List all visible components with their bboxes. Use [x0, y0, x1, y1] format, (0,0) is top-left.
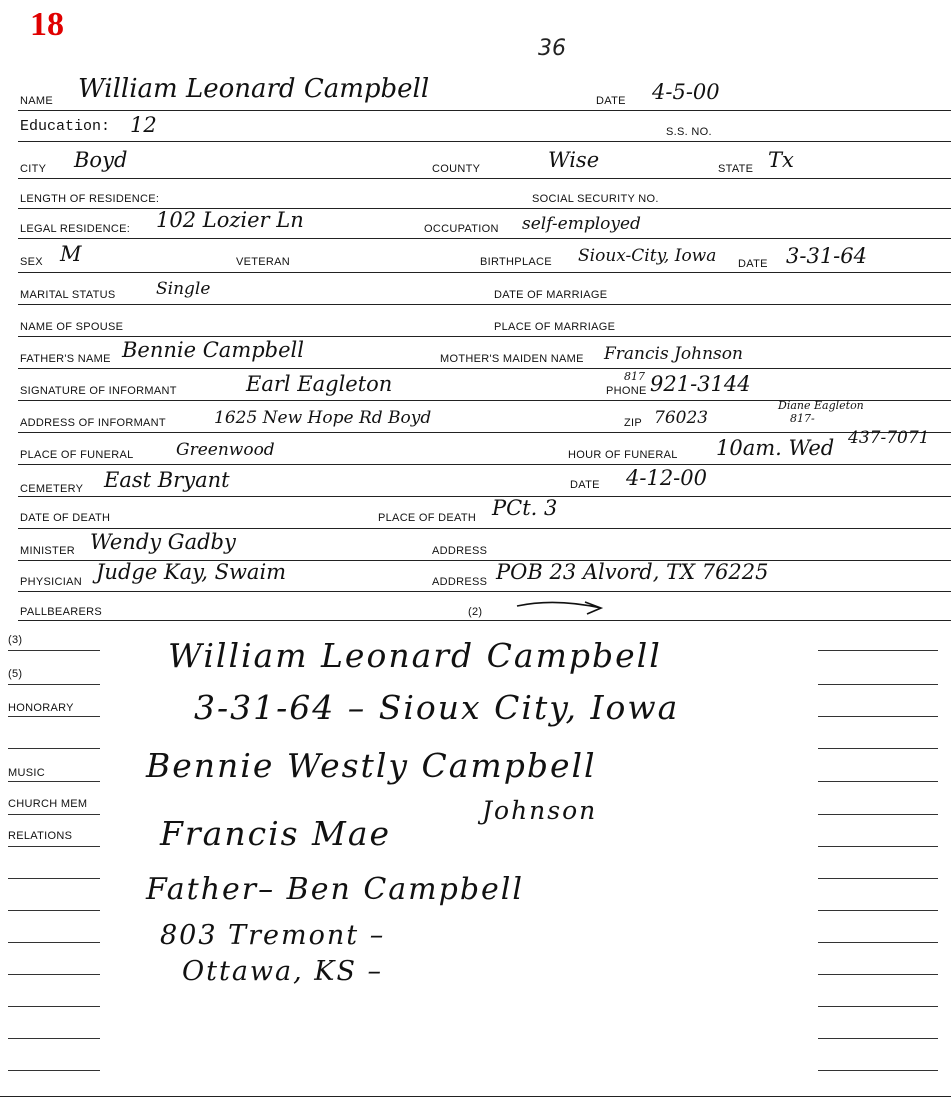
stub-blank-1 [8, 748, 100, 749]
label-fathers-name: FATHER'S NAME [20, 353, 111, 365]
note-mother-full: Francis Mae [160, 814, 392, 853]
label-name: NAME [20, 95, 53, 107]
stub-right-9 [818, 910, 938, 911]
value-education: 12 [130, 113, 157, 137]
label-minister: MINISTER [20, 545, 75, 557]
stub-right-8 [818, 878, 938, 879]
label-birth-date: DATE [738, 258, 768, 270]
value-signature-informant: Earl Eagleton [246, 372, 393, 396]
label-date: DATE [596, 95, 626, 107]
value-phone: 921-3144 [650, 372, 751, 396]
line-marital-status [18, 304, 951, 305]
note-phone-2: 437-7071 [848, 428, 930, 448]
stub-5 [8, 684, 100, 685]
note-city: Ottawa, KS – [182, 956, 384, 987]
label-church-members: CHURCH MEM [8, 798, 88, 810]
stub-church [8, 814, 100, 815]
value-fathers-name: Bennie Campbell [122, 338, 304, 362]
label-sex: SEX [20, 256, 43, 268]
value-name: William Leonard Campbell [78, 74, 430, 104]
label-place-of-funeral: PLACE OF FUNERAL [20, 449, 134, 461]
stub-right-2 [818, 684, 938, 685]
label-physician-address: ADDRESS [432, 576, 488, 588]
label-funeral-date: DATE [570, 479, 600, 491]
note-birth: 3-31-64 – Sioux City, Iowa [194, 688, 680, 727]
value-state: Tx [768, 148, 794, 172]
value-zip: 76023 [654, 408, 709, 428]
line-cemetery [18, 496, 951, 497]
value-birth-date: 3-31-64 [786, 244, 867, 268]
label-address-informant: ADDRESS OF INFORMANT [20, 417, 166, 429]
value-cemetery: East Bryant [104, 468, 230, 492]
value-marital-status: Single [156, 279, 211, 299]
stub-relations [8, 846, 100, 847]
line-legal-residence [18, 238, 951, 239]
stub-right-13 [818, 1038, 938, 1039]
value-minister: Wendy Gadby [90, 530, 236, 554]
label-music: MUSIC [8, 767, 45, 779]
value-birthplace: Sioux-City, Iowa [578, 246, 717, 266]
label-signature-informant: SIGNATURE OF INFORMANT [20, 385, 177, 397]
note-father-full: Bennie Westly Campbell [146, 746, 597, 785]
note-street: 803 Tremont – [160, 920, 386, 951]
stub-right-4 [818, 748, 938, 749]
label-name-of-spouse: NAME OF SPOUSE [20, 321, 124, 333]
label-cemetery: CEMETERY [20, 483, 84, 495]
stub-honorary [8, 716, 100, 717]
stub-left-f [8, 1038, 100, 1039]
stub-left-c [8, 942, 100, 943]
label-phone: PHONE [606, 385, 647, 397]
stub-left-b [8, 910, 100, 911]
label-minister-address: ADDRESS [432, 545, 488, 557]
label-occupation: OCCUPATION [424, 223, 499, 235]
stub-right-7 [818, 846, 938, 847]
stub-3 [8, 650, 100, 651]
label-hour-of-funeral: HOUR OF FUNERAL [568, 449, 678, 461]
value-legal-residence: 102 Lozier Ln [156, 208, 304, 232]
label-social-security: SOCIAL SECURITY NO. [532, 193, 659, 205]
value-place-of-death: PCt. 3 [492, 496, 558, 520]
stub-right-1 [818, 650, 938, 651]
label-pallbearers: PALLBEARERS [20, 606, 102, 618]
stub-right-12 [818, 1006, 938, 1007]
stub-left-g [8, 1070, 100, 1071]
value-mothers-maiden-name: Francis Johnson [604, 344, 743, 364]
note-full-name: William Leonard Campbell [168, 636, 662, 675]
page-mark: 36 [538, 36, 566, 61]
label-education: Education: [20, 118, 111, 135]
value-hour-of-funeral: 10am. Wed [716, 436, 835, 460]
line-place-of-funeral [18, 464, 951, 465]
label-physician: PHYSICIAN [20, 576, 82, 588]
value-phone-area: 817 [624, 370, 645, 383]
stub-left-e [8, 1006, 100, 1007]
stub-right-3 [818, 716, 938, 717]
page-number: 18 [30, 6, 64, 43]
arrow-mark [515, 598, 605, 618]
stub-right-11 [818, 974, 938, 975]
label-city: CITY [20, 163, 47, 175]
line-address-informant [18, 432, 951, 433]
line-city [18, 178, 951, 179]
value-occupation: self-employed [522, 214, 641, 234]
stub-right-10 [818, 942, 938, 943]
label-pallbearer-5: (5) [8, 668, 23, 680]
value-date: 4-5-00 [652, 80, 720, 104]
stub-left-a [8, 878, 100, 879]
label-date-of-death: DATE OF DEATH [20, 512, 111, 524]
line-name-of-spouse [18, 336, 951, 337]
line-bottom [0, 1096, 951, 1097]
label-mothers-maiden-name: MOTHER'S MAIDEN NAME [440, 353, 584, 365]
label-relations: RELATIONS [8, 830, 73, 842]
value-address-informant: 1625 New Hope Rd Boyd [214, 408, 432, 428]
label-county: COUNTY [432, 163, 481, 175]
stub-right-6 [818, 814, 938, 815]
label-honorary: HONORARY [8, 702, 74, 714]
stub-music [8, 781, 100, 782]
label-pallbearer-2: (2) [468, 606, 483, 618]
stub-right-14 [818, 1070, 938, 1071]
line-pallbearers [18, 620, 951, 621]
note-name: Diane Eagleton [778, 399, 864, 412]
value-city: Boyd [74, 148, 128, 172]
value-sex: M [60, 242, 82, 266]
label-place-of-death: PLACE OF DEATH [378, 512, 477, 524]
value-funeral-date: 4-12-00 [626, 466, 707, 490]
label-state: STATE [718, 163, 754, 175]
line-education [18, 141, 951, 142]
label-legal-residence: LEGAL RESIDENCE: [20, 223, 131, 235]
value-place-of-funeral: Greenwood [176, 440, 275, 460]
label-birthplace: BIRTHPLACE [480, 256, 552, 268]
value-physician-address: POB 23 Alvord, TX 76225 [496, 560, 769, 584]
label-zip: ZIP [624, 417, 643, 429]
note-phone: 817- [790, 412, 815, 425]
label-marital-status: MARITAL STATUS [20, 289, 116, 301]
line-date-of-death [18, 528, 951, 529]
label-veteran: VETERAN [236, 256, 291, 268]
label-ssno: S.S. NO. [666, 126, 712, 138]
label-place-of-marriage: PLACE OF MARRIAGE [494, 321, 616, 333]
label-pallbearer-3: (3) [8, 634, 23, 646]
line-name [18, 110, 951, 111]
label-length-residence: LENGTH OF RESIDENCE: [20, 193, 160, 205]
line-physician [18, 591, 951, 592]
stub-left-d [8, 974, 100, 975]
stub-right-5 [818, 781, 938, 782]
value-physician: Judge Kay, Swaim [96, 560, 287, 584]
value-county: Wise [548, 148, 600, 172]
note-johnson: Johnson [482, 796, 598, 825]
note-father-ben: Father– Ben Campbell [146, 872, 524, 907]
line-sex [18, 272, 951, 273]
line-fathers-name [18, 368, 951, 369]
label-date-of-marriage: DATE OF MARRIAGE [494, 289, 608, 301]
